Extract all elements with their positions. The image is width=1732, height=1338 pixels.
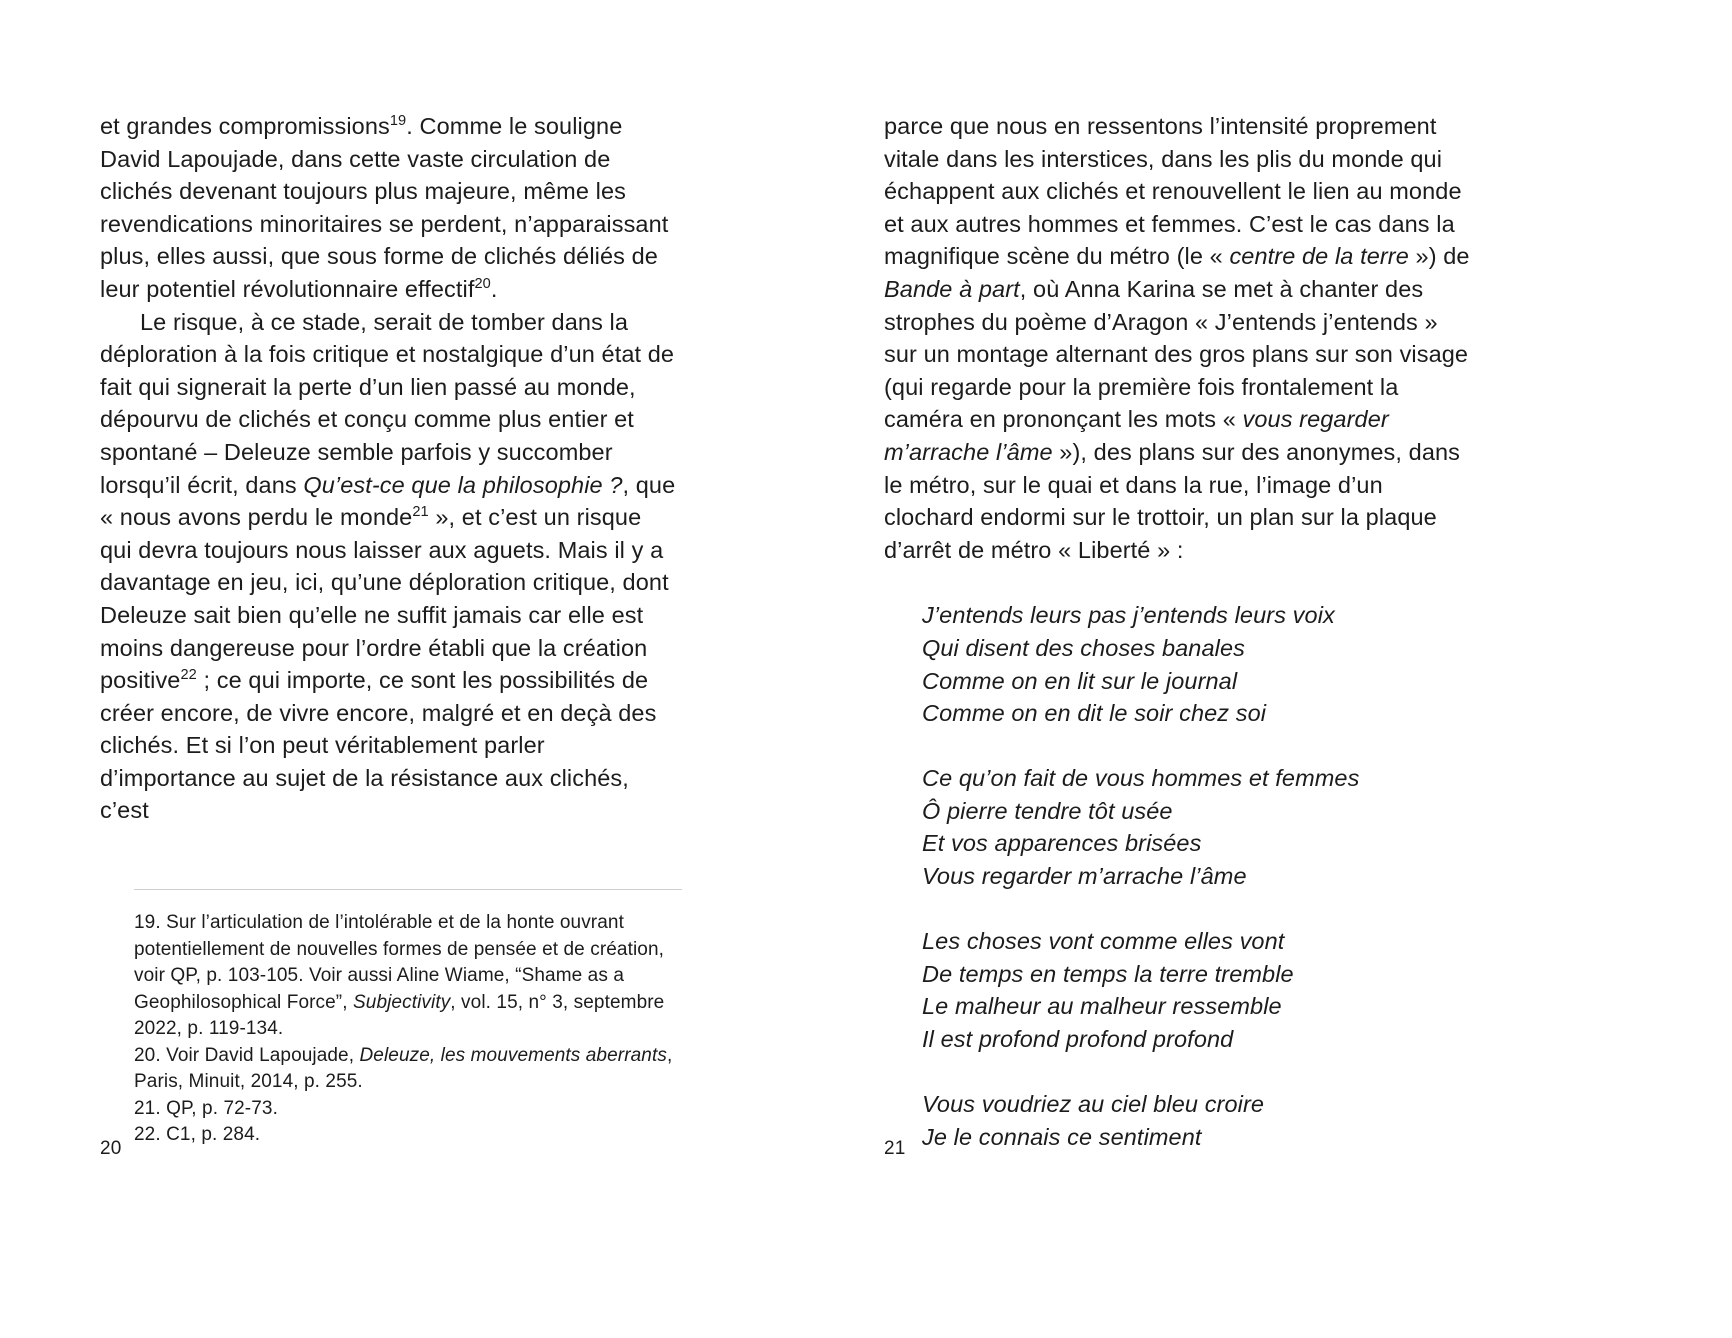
poem-line: Et vos apparences brisées bbox=[922, 830, 1202, 857]
page-number: 20 bbox=[100, 1138, 122, 1159]
body-paragraph: parce que nous en ressentons l’intensité proprement vitale dans les interstices, dans les plis du monde qui échappent aux clichés et renouvellent le lien au monde et aux autres hommes et femmes. C’est le cas dans la magnifique scène du métro (le « centre de la terre ») de Bande à part, où Anna Karina se met à chanter des strophes du poème d’Aragon « J’entends j’entends » sur un montage alternant des gros plans sur son visage (qui regarde pour la première fois frontalement la caméra en prononçant les mots « vous regarder m’arrache l’âme »), des plans sur des anonymes, dans le métro, sur le quai et dans la rue, l’image d’un clochard endormi sur le trottoir, un plan sur la plaque d’arrêt de métro « Liberté » : bbox=[884, 113, 1470, 563]
poem-line: Vous voudriez au ciel bleu croire bbox=[922, 1091, 1265, 1118]
book-page-right bbox=[866, 0, 1732, 1338]
poem-stanza bbox=[922, 762, 1476, 892]
poem-line: Je le connais ce sentiment bbox=[922, 1123, 1202, 1150]
poem-stanza bbox=[922, 599, 1476, 729]
poem-line: Vous regarder m’arrache l’âme bbox=[922, 863, 1247, 890]
right-text-column bbox=[884, 110, 1476, 1153]
poem-line: Comme on en dit le soir chez soi bbox=[922, 700, 1267, 727]
poem-stanza bbox=[922, 1088, 1476, 1153]
poem-line: Il est profond profond profond bbox=[922, 1026, 1234, 1053]
poem-line: Ce qu’on fait de vous hommes et femmes bbox=[922, 765, 1360, 792]
footnote: 22. C1, p. 284. bbox=[134, 1124, 261, 1146]
poem-block bbox=[922, 599, 1476, 1153]
body-paragraph: et grandes compromissions$^{19}$. Comme le souligne David Lapoujade, dans cette vaste circulation de clichés devenant toujours plus majeure, même les revendications minoritaires se perdent, n’apparaissant plus, elles aussi, que sous forme de clichés déliés de leur potentiel révolutionnaire effectif$^{20}$. bbox=[100, 113, 669, 302]
left-text-column bbox=[100, 110, 678, 1149]
body-paragraph: Le risque, à ce stade, serait de tomber dans la déploration à la fois critique et nostalgique d’un état de fait qui signerait la perte d’un lien passé au monde, dépourvu de clichés et conçu comme plus entier et spontané – Deleuze semble parfois y succomber lorsqu’il écrit, dans Qu’est-ce que la philosophie ?, que « nous avons perdu le monde$^{21}$ », et c’est un risque qui devra toujours nous laisser aux aguets. Mais il y a davantage en jeu, ici, qu’une déploration critique, dont Deleuze sait bien qu’elle ne suffit jamais car elle est moins dangereuse pour l’ordre établi que la création positive$^{22}$ ; ce qui importe, ce sont les possibilités de créer encore, de vivre encore, malgré et en deçà des clichés. Et si l’on peut véritablement parler d’importance au sujet de la résistance aux clichés, c’est bbox=[100, 308, 676, 824]
footnote: 20. Voir David Lapoujade, Deleuze, les mouvements aberrants, Paris, Minuit, 2014, p. 255. bbox=[134, 1044, 673, 1093]
poem-line: Qui disent des choses banales bbox=[922, 634, 1245, 661]
footnotes-block bbox=[134, 910, 682, 1149]
footnote-separator bbox=[134, 889, 682, 890]
footnote: 19. Sur l’articulation de l’intolérable et de la honte ouvrant potentiellement de nouvelles formes de pensée et de création, voir QP, p. 103-105. Voir aussi Aline Wiame, “Shame as a Geophilosophical Force”, Subjectivity, vol. 15, n° 3, septembre 2022, p. 119-134. bbox=[134, 912, 665, 1040]
poem-stanza bbox=[922, 925, 1476, 1055]
footnote: 21. QP, p. 72-73. bbox=[134, 1097, 278, 1119]
poem-line: Comme on en lit sur le journal bbox=[922, 667, 1238, 694]
poem-line: Les choses vont comme elles vont bbox=[922, 928, 1285, 955]
poem-line: De temps en temps la terre tremble bbox=[922, 960, 1294, 987]
page-number: 21 bbox=[884, 1138, 906, 1159]
poem-line: J’entends leurs pas j’entends leurs voix bbox=[922, 602, 1335, 629]
poem-line: Ô pierre tendre tôt usée bbox=[922, 797, 1173, 824]
poem-line: Le malheur au malheur ressemble bbox=[922, 993, 1282, 1020]
